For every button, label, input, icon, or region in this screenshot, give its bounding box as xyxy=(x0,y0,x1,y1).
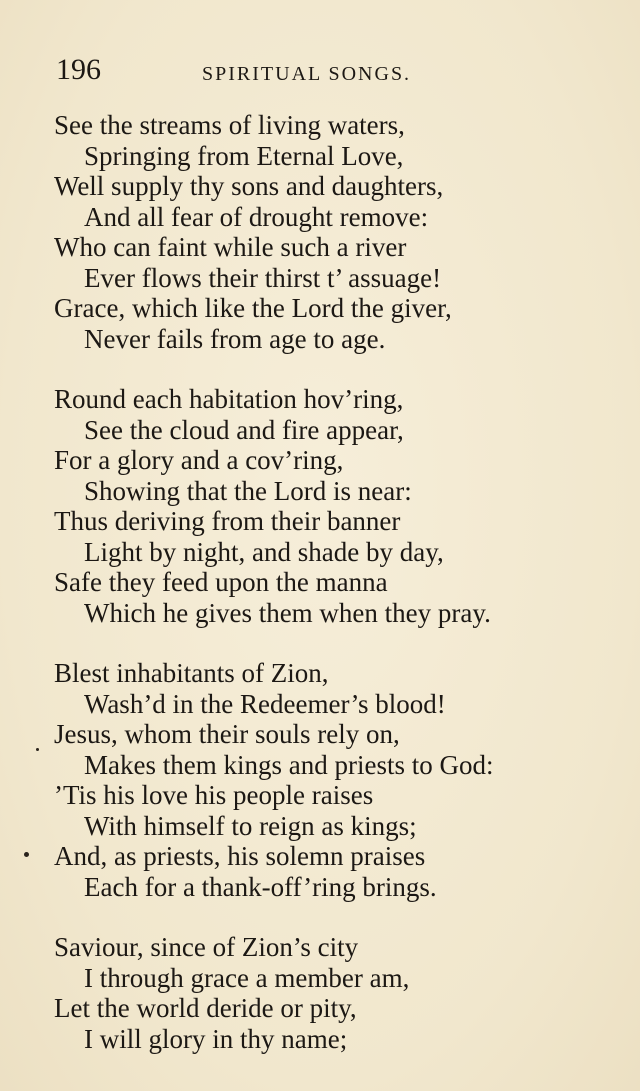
verse-line: See the cloud and fire appear, xyxy=(84,414,404,445)
verse-line: Makes them kings and priests to God: xyxy=(84,749,494,780)
verse-line: See the streams of living waters, xyxy=(54,110,405,140)
stanza-1 xyxy=(54,110,624,354)
stanza-2 xyxy=(54,384,624,628)
verse-line: Saviour, since of Zion’s city xyxy=(54,932,359,962)
running-title: SPIRITUAL SONGS. xyxy=(202,63,412,85)
verse-line: Light by night, and shade by day, xyxy=(84,536,444,567)
stanza-3 xyxy=(54,658,624,902)
verse-line: Ever flows their thirst t’ assuage! xyxy=(84,262,442,293)
verse-line: I through grace a member am, xyxy=(84,962,410,993)
verse-line: With himself to reign as kings; xyxy=(84,810,417,841)
verse-line: Springing from Eternal Love, xyxy=(84,140,404,171)
page-number: 196 xyxy=(56,53,101,86)
ink-speck xyxy=(36,748,39,751)
verse-line: Which he gives them when they pray. xyxy=(84,597,491,628)
verse-line: Wash’d in the Redeemer’s blood! xyxy=(84,688,446,719)
verse-line: Round each habitation hov’ring, xyxy=(54,384,404,414)
verse-line: Safe they feed upon the manna xyxy=(54,567,388,597)
stanza-4 xyxy=(54,932,624,1054)
verse-line: Well supply thy sons and daughters, xyxy=(54,171,444,201)
page-header xyxy=(56,50,596,90)
verse-line: Blest inhabitants of Zion, xyxy=(54,658,329,688)
verse-line: For a glory and a cov’ring, xyxy=(54,445,344,475)
verse-line: ’Tis his love his people raises xyxy=(54,780,374,810)
verse-line: Thus deriving from their banner xyxy=(54,506,401,536)
verse-line: And, as priests, his solemn praises xyxy=(54,841,426,871)
verse-line: Each for a thank-off’ring brings. xyxy=(84,871,437,902)
verse-line: Let the world deride or pity, xyxy=(54,993,357,1023)
verse-line: Never fails from age to age. xyxy=(84,323,386,354)
verse-line: Who can faint while such a river xyxy=(54,232,407,262)
verse-line: Grace, which like the Lord the giver, xyxy=(54,293,452,323)
verse-line: And all fear of drought remove: xyxy=(84,201,429,232)
verse-line: I will glory in thy name; xyxy=(84,1023,348,1054)
hymn-text xyxy=(54,110,624,1054)
verse-line: Jesus, whom their souls rely on, xyxy=(54,719,400,749)
verse-line: Showing that the Lord is near: xyxy=(84,475,412,506)
ink-speck xyxy=(24,852,29,857)
